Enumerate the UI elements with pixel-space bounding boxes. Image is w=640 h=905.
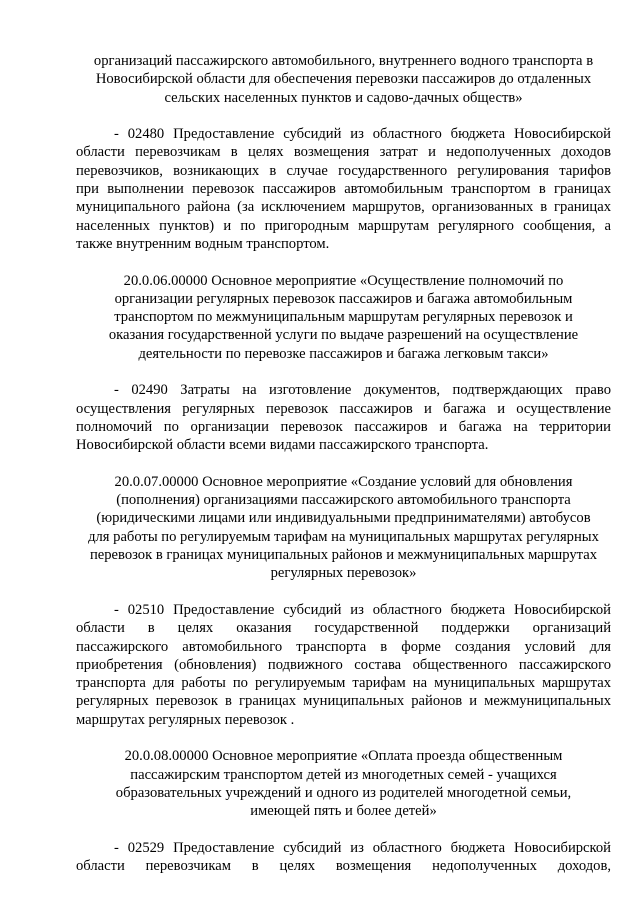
text-line: регулярных перевозок в границах муниципальных районов и межмуниципальных	[76, 693, 611, 710]
text-line: пассажирского автомобильного транспорта в форме создания условий для	[76, 638, 611, 655]
section-heading-20-0-07	[76, 473, 611, 583]
text-line: также внутренним водным транспортом.	[76, 235, 330, 252]
text-line: транспорта для работы по регулируемым тарифам на муниципальных маршрутах	[76, 675, 611, 692]
text-line: полномочий по организации перевозок пассажиров и багажа на территории	[76, 418, 611, 435]
text-line: перевозок в границах муниципальных районов и межмуниципальных маршрутах	[89, 547, 598, 564]
text-line: - 02480 Предоставление субсидий из областного бюджета Новосибирской	[114, 126, 611, 143]
text-line: транспортом по межмуниципальным маршрутам регулярных перевозок и	[114, 309, 573, 326]
text-line: при выполнении перевозок пассажиров автомобильным транспортом в границах	[76, 181, 611, 198]
text-line: населенных пунктов) и по пригородным маршрутам регулярного сообщения, а	[76, 217, 611, 234]
text-line: оказания государственной услуги по выдаче разрешений на осуществление	[108, 327, 579, 344]
section-heading-continued	[76, 52, 611, 107]
text-line: организации регулярных перевозок пассажиров и багажа автомобильным	[114, 290, 573, 307]
text-line: образовательных учреждений и одного из родителей многодетной семьи,	[115, 784, 572, 801]
text-line: Новосибирской области всеми видами пассажирского транспорта.	[76, 437, 489, 454]
text-line: пассажирским транспортом детей из многодетных семей - учащихся	[130, 766, 557, 783]
text-line: (юридическими лицами или индивидуальными предпринимателями) автобусов	[96, 510, 591, 527]
section-heading-20-0-06	[76, 272, 611, 363]
paragraph-02490	[76, 381, 611, 454]
text-line: (пополнения) организациями пассажирского автомобильного транспорта	[116, 492, 571, 509]
text-line: - 02529 Предоставление субсидий из областного бюджета Новосибирской	[114, 839, 611, 856]
paragraph-02529	[76, 839, 611, 876]
text-line: для работы по регулируемым тарифам на муниципальных маршрутах регулярных	[88, 528, 599, 545]
text-line: приобретения (обновления) подвижного состава общественного пассажирского	[76, 656, 611, 673]
text-line: муниципального района (за исключением маршрутов, организованных в границах	[76, 199, 611, 216]
text-line: - 02510 Предоставление субсидий из областного бюджета Новосибирской	[114, 601, 611, 618]
text-line: 20.0.08.00000 Основное мероприятие «Оплата проезда общественным	[124, 748, 563, 765]
text-line: регулярных перевозок»	[270, 565, 417, 582]
text-line: области перевозчикам в целях возмещения недополученных доходов,	[76, 858, 611, 875]
text-line: области в целях оказания государственной поддержки организаций	[76, 620, 611, 637]
text-line: деятельности по перевозке пассажиров и багажа легковым такси»	[138, 345, 549, 362]
paragraph-02480	[76, 125, 611, 253]
text-line: имеющей пять и более детей»	[250, 803, 437, 820]
text-line: осуществления регулярных перевозок пассажиров и багажа и осуществление	[76, 400, 611, 417]
text-line: перевозчиков, возникающих в случае государственного регулирования тарифов	[76, 162, 611, 179]
text-line: сельских населенных пунктов и садово-дачных обществ»	[164, 89, 523, 106]
text-line: Новосибирской области для обеспечения перевозки пассажиров до отдаленных	[95, 71, 592, 88]
section-heading-20-0-08	[76, 747, 611, 820]
text-line: 20.0.06.00000 Основное мероприятие «Осуществление полномочий по	[123, 272, 564, 289]
paragraph-02510	[76, 601, 611, 729]
text-line: организаций пассажирского автомобильного, внутреннего водного транспорта в	[93, 53, 594, 69]
text-line: области перевозчикам в целях возмещения затрат и недополученных доходов	[76, 144, 611, 161]
document-page	[76, 52, 611, 875]
text-line: маршрутах регулярных перевозок .	[76, 711, 295, 728]
text-line: 20.0.07.00000 Основное мероприятие «Создание условий для обновления	[114, 473, 573, 490]
text-line: - 02490 Затраты на изготовление документов, подтверждающих право	[114, 382, 611, 399]
